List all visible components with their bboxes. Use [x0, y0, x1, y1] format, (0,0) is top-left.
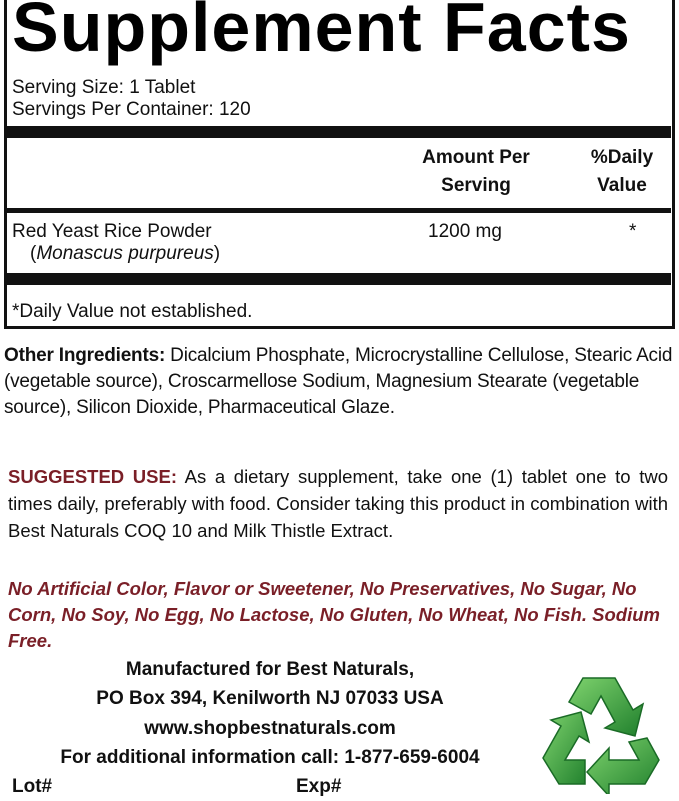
column-header-amount: Amount Per Serving [422, 147, 530, 196]
other-ingredients-text: Dicalcium Phosphate, Microcrystalline Cellulose, Stearic Acid (vegetable source), Croscarmellose Sodium, Magnesium Stearate (vegetable source), Silicon Dioxide, Pharmaceutical Glaze. [4, 345, 673, 418]
manufacturer-line-1: Manufactured for Best Naturals, [125, 659, 415, 680]
thick-divider-bottom [4, 273, 671, 285]
suggested-use-label: SUGGESTED USE: [8, 466, 177, 487]
suggested-use-text: As a dietary supplement, take one (1) tablet one to two times daily, preferably with food. Consider taking this product in combination with Best Naturals COQ 10 and Milk Thistle Extract. [8, 466, 668, 541]
ingredient-amount: 1200 mg [428, 221, 502, 242]
manufacturer-website: www.shopbestnaturals.com [144, 718, 396, 739]
other-ingredients [4, 343, 676, 421]
ingredient-name: Red Yeast Rice Powder [12, 221, 212, 242]
serving-size: Serving Size: 1 Tablet [12, 77, 196, 98]
thin-divider [4, 208, 671, 213]
servings-per-container: Servings Per Container: 120 [12, 99, 251, 120]
manufacturer-phone: For additional information call: 1-877-659-6004 [60, 747, 480, 768]
manufacturer-address: PO Box 394, Kenilworth NJ 07033 USA [96, 688, 444, 709]
suggested-use [8, 463, 668, 544]
expiry-label: Exp# [296, 776, 342, 797]
ingredient-daily-value: * [629, 221, 637, 242]
recycle-icon [535, 668, 665, 794]
thick-divider-top [4, 126, 671, 138]
free-from-statement: No Artificial Color, Flavor or Sweetener, No Preservatives, No Sugar, No Corn, No Soy, No Egg, No Lactose, No Gluten, No Wheat, No Fish. Sodium Free. [8, 578, 660, 651]
column-header-daily-value: %Daily Value [590, 147, 654, 196]
daily-value-footnote: *Daily Value not established. [12, 301, 253, 322]
panel-title: Supplement Facts [12, 0, 631, 66]
lot-number-label: Lot# [12, 776, 53, 797]
ingredient-latin-name: (Monascus purpureus) [30, 243, 221, 264]
other-ingredients-label: Other Ingredients: [4, 345, 166, 366]
